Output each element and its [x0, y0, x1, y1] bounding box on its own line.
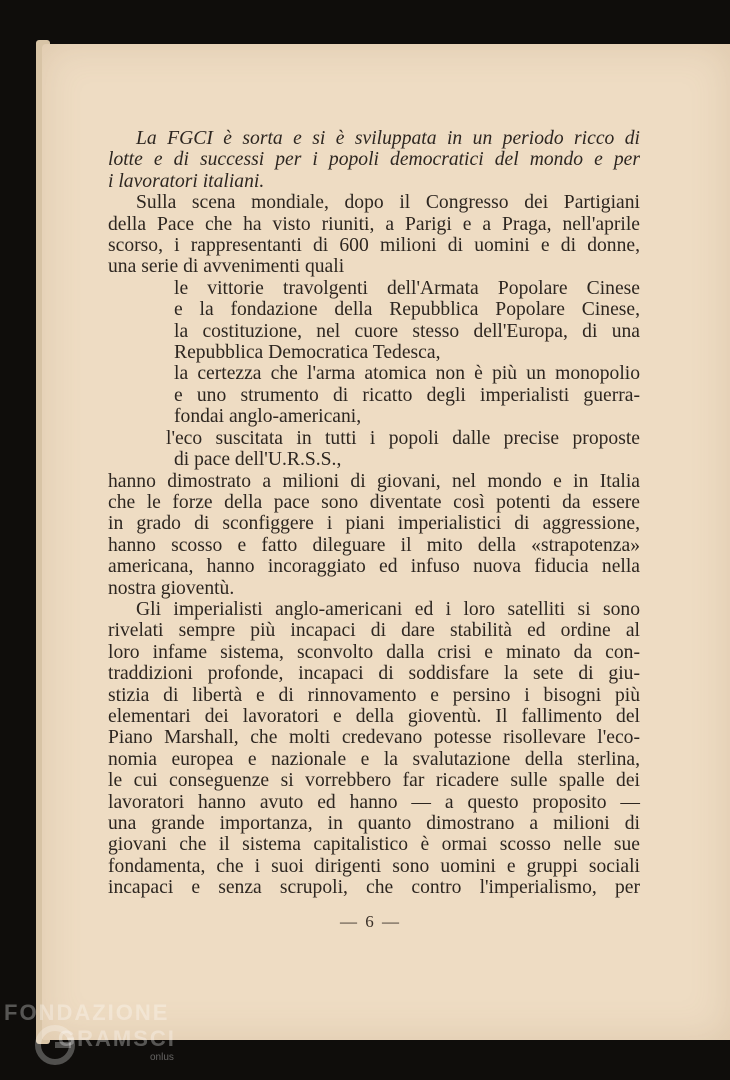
text-line: traddizioni profonde, incapaci di soddisfare la sete di giu-: [108, 663, 640, 685]
text-line: elementari dei lavoratori e della gioventù. Il fallimento del: [108, 705, 640, 727]
text-line: rivelati sempre più incapaci di dare stabilità ed ordine al: [108, 620, 640, 642]
text-line: della Pace che ha visto riuniti, a Parigi e a Praga, nell'aprile: [108, 213, 640, 235]
text-line: le vittorie travolgenti dell'Armata Popolare Cinese: [174, 277, 640, 299]
text-line: americana, hanno incoraggiato ed infuso nuova fiducia nella: [108, 556, 640, 578]
text-line: la certezza che l'arma atomica non è più un monopolio: [174, 363, 640, 385]
text-line: lavoratori hanno avuto ed hanno — a questo proposito —: [108, 791, 640, 813]
text-line: Piano Marshall, che molti credevano potesse risollevare l'eco-: [108, 727, 640, 749]
text-line: Repubblica Democratica Tedesca,: [174, 342, 441, 364]
text-line: loro infame sistema, sconvolto dalla crisi e minato da con-: [108, 641, 640, 663]
text-line: e la fondazione della Repubblica Popolare Cinese,: [174, 299, 640, 321]
text-line: incapaci e senza scrupoli, che contro l'imperialismo, per: [108, 877, 640, 899]
text-line: nostra gioventù.: [108, 577, 235, 599]
text-line: in grado di sconfiggere i piani imperialistici di aggressione,: [108, 513, 640, 535]
text-line: la costituzione, nel cuore stesso dell'Europa, di una: [174, 320, 640, 342]
text-line: i lavoratori italiani.: [108, 170, 265, 192]
watermark-sub: onlus: [150, 1052, 174, 1063]
watermark-line2: GRAMSCI: [58, 1026, 176, 1051]
page-number: — 6 —: [340, 912, 401, 931]
text-line: fondamenta, che i suoi dirigenti sono uomini e gruppi sociali: [108, 855, 640, 877]
text-line: giovani che il sistema capitalistico è ormai scosso nelle sue: [108, 834, 640, 856]
text-line: scorso, i rappresentanti di 600 milioni di uomini e di donne,: [108, 235, 640, 257]
text-line: l'eco suscitata in tutti i popoli dalle precise proposte: [166, 427, 640, 449]
body-text: [108, 128, 640, 899]
watermark-logo: [4, 1000, 204, 1070]
text-line: una serie di avvenimenti quali: [108, 256, 345, 278]
text-line: Sulla scena mondiale, dopo il Congresso dei Partigiani: [136, 192, 640, 214]
text-line: e uno strumento di ricatto degli imperialisti guerra-: [174, 384, 640, 406]
text-line: una grande importanza, in quanto dimostrano a milioni di: [108, 813, 640, 834]
text-line: stizia di libertà e di rinnovamento e persino i bisogni più: [108, 684, 640, 706]
text-line: nomia europea e nazionale e la svalutazione della sterlina,: [108, 748, 640, 770]
text-line: fondai anglo-americani,: [174, 406, 362, 428]
text-line: La FGCI è sorta e si è sviluppata in un periodo ricco di: [136, 128, 640, 149]
text-line: che le forze della pace sono diventate così potenti da essere: [108, 491, 640, 513]
text-line: lotte e di successi per i popoli democratici del mondo e per: [108, 149, 640, 171]
text-line: di pace dell'U.R.S.S.,: [174, 449, 342, 471]
watermark-line1: FONDAZIONE: [4, 1000, 170, 1025]
text-line: hanno scosso e fatto dileguare il mito della «strapotenza»: [108, 534, 640, 556]
text-line: le cui conseguenze si vorrebbero far ricadere sulle spalle dei: [108, 770, 640, 792]
text-line: Gli imperialisti anglo-americani ed i loro satelliti si sono: [136, 598, 640, 620]
text-line: hanno dimostrato a milioni di giovani, nel mondo e in Italia: [108, 470, 640, 492]
